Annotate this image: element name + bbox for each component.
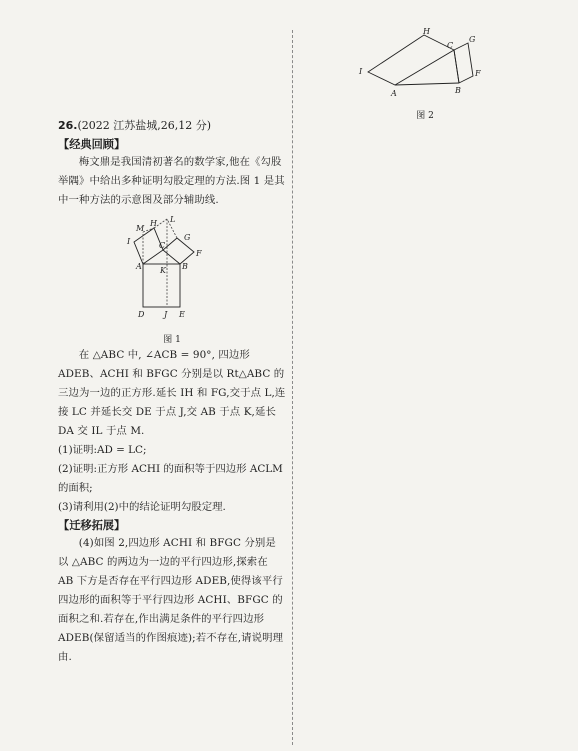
question-source: (2022 江苏盐城,26,12 分) — [77, 119, 212, 132]
label-k: K — [160, 266, 166, 275]
review-title: 【经典回顾】 — [58, 138, 126, 151]
review-text: 梅文鼎是我国清初著名的数学家,他在《勾股举隅》中给出多种证明勾股定理的方法.图 1 是其中一种方法的示意图及部分辅助线. — [58, 156, 285, 206]
label-f: F — [475, 69, 481, 78]
label-j: J — [164, 310, 168, 319]
segment-cb — [454, 50, 459, 83]
item-2: (2)证明:正方形 ACHI 的面积等于四边形 ACLM 的面积; — [58, 463, 283, 494]
figure-2-caption: 图 2 — [416, 111, 434, 121]
label-g: G — [184, 233, 191, 242]
figure-2-diagram — [355, 26, 495, 116]
label-d: D — [138, 310, 145, 319]
extend-title: 【迁移拓展】 — [58, 519, 126, 532]
figure-1 — [58, 216, 286, 346]
label-e: E — [179, 310, 185, 319]
parallelogram-achi — [368, 35, 454, 85]
label-h: H — [150, 219, 157, 228]
question-header — [58, 118, 286, 134]
label-m: M — [136, 224, 145, 233]
extend-text: (4)如图 2,四边形 ACHI 和 BFGC 分别是以 △ABC 的两边为一边的平行四边形,探索在 AB 下方是否存在平行四边形 ADEB,使得该平行四边形的面积等于平行四边形 ACHI、BFGC 的面积之和.若存在,作出满足条件的平行四边形 ADEB(保留适当的作图痕迹);若不存在,请说明理由. — [58, 537, 284, 663]
label-f: F — [196, 249, 202, 258]
label-b: B — [182, 262, 188, 271]
label-c: C — [447, 41, 454, 50]
item-3: (3)请利用(2)中的结论证明勾股定理. — [58, 501, 226, 513]
label-g: G — [469, 35, 476, 44]
label-h: H — [423, 27, 430, 36]
label-i: I — [127, 237, 131, 246]
label-b: B — [455, 86, 461, 95]
label-a: A — [136, 262, 142, 271]
label-c: C — [159, 241, 166, 250]
label-a: A — [391, 89, 397, 98]
label-l: L — [170, 215, 176, 224]
item-1: (1)证明:AD = LC; — [58, 444, 147, 456]
figure-1-caption: 图 1 — [163, 335, 181, 345]
label-i: I — [359, 67, 363, 76]
left-column — [58, 118, 286, 667]
question-number: 26. — [58, 119, 78, 132]
setup-text: 在 △ABC 中, ∠ACB = 90°, 四边形 ADEB、ACHI 和 BFGC 分别是以 Rt△ABC 的三边为一边的正方形.延长 IH 和 FG,交于点 L,连接 LC 并延长交 DE 于点 J,交 AB 于点 K,延长 DA 交 IL 于点 M. — [58, 349, 286, 437]
parallelogram-bfgc — [454, 43, 473, 83]
segment-ab — [395, 83, 459, 85]
figure-1-diagram — [127, 215, 220, 328]
column-divider — [292, 30, 293, 745]
